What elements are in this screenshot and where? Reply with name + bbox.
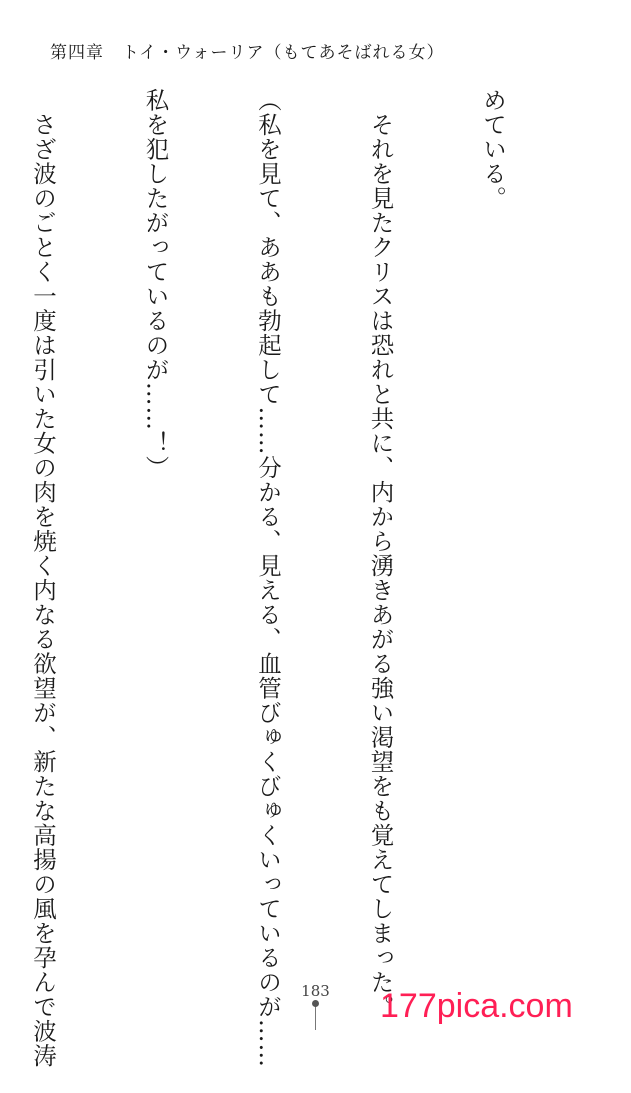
text-column: 私を犯したがっているのが……！）	[141, 88, 170, 480]
folio-dot	[312, 1000, 319, 1007]
chapter-number: 第四章	[50, 43, 104, 63]
text-column: めている。	[479, 88, 507, 211]
running-header	[50, 38, 444, 63]
page-number: 183	[301, 982, 330, 1000]
text-column: それを見たクリスは恐れと共に、内から湧きあがる強い渇望をも覚えてしまった。	[366, 88, 395, 1019]
text-column: （私を見て、ああも勃起して……分かる、見える、血管びゅくびゅくいっているのが……	[254, 88, 282, 1068]
watermark: 177pica.com	[380, 987, 573, 1025]
text-column: さざ波のごとく一度は引いた女の肉を焼く内なる欲望が、新たな高揚の風を孕んで波涛	[29, 88, 57, 1068]
chapter-title: トイ・ウォーリア（もてあそばれる女）	[122, 43, 445, 63]
